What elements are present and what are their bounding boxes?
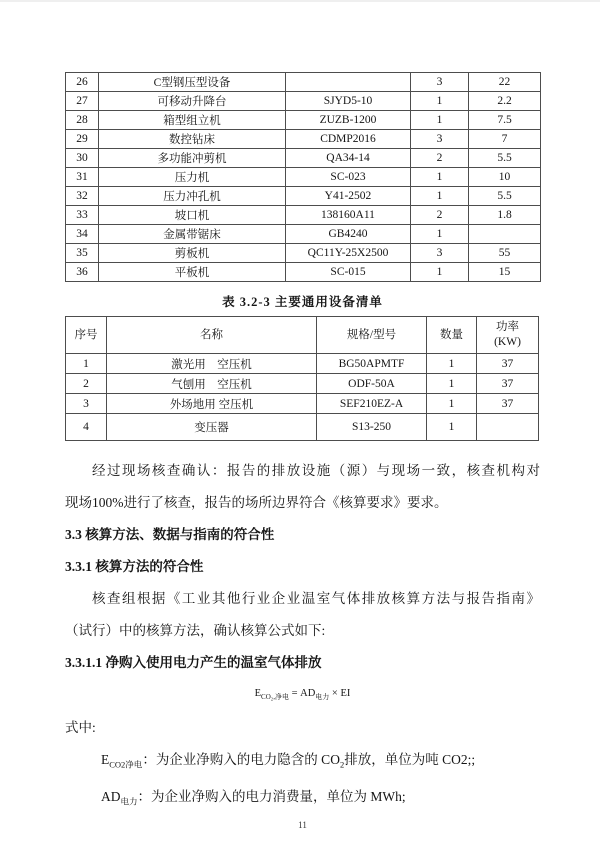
section-heading-3-3-1-1: 3.3.1.1 净购入使用电力产生的温室气体排放 — [65, 655, 322, 670]
general-equipment-table-body — [66, 354, 539, 441]
table-cell-name: 压力机 — [99, 168, 286, 187]
table-cell-qty: 1 — [427, 414, 477, 441]
table-cell-no: 32 — [66, 187, 99, 206]
table-cell-qty: 1 — [411, 225, 469, 244]
table-row — [66, 374, 539, 394]
def-e-base: E — [101, 752, 110, 768]
table-cell-model: 138160A11 — [286, 206, 411, 225]
table-cell-model: SJYD5-10 — [286, 92, 411, 111]
body-text — [65, 455, 540, 831]
table-cell-qty: 1 — [411, 187, 469, 206]
page-number: 11 — [298, 820, 307, 831]
table-cell-power: 5.5 — [469, 149, 541, 168]
table-cell-model: SC-023 — [286, 168, 411, 187]
table-cell-qty: 3 — [411, 244, 469, 263]
equipment-table-body — [66, 73, 541, 282]
table-cell-name: 激光用 空压机 — [107, 354, 317, 374]
header-cell-model: 规格/型号 — [317, 317, 427, 354]
table-cell-name: 剪板机 — [99, 244, 286, 263]
table-cell-no: 29 — [66, 130, 99, 149]
formula-times-sign: × — [329, 688, 341, 699]
table-cell-name: 坡口机 — [99, 206, 286, 225]
header-cell-qty: 数量 — [427, 317, 477, 354]
table-cell-model: Y41-2502 — [286, 187, 411, 206]
definition-ad-power — [65, 781, 540, 818]
def-ad-base: AD — [101, 788, 121, 804]
header-cell-power — [477, 317, 539, 354]
table-cell-power: 2.2 — [469, 92, 541, 111]
general-equipment-table-head — [66, 317, 539, 354]
table-row — [66, 263, 541, 282]
paragraph-line: 现场100%进行了核查，报告的场所边界符合《核算要求》要求。 — [65, 495, 448, 510]
table-row — [66, 354, 539, 374]
table-cell-name: 多功能冲剪机 — [99, 149, 286, 168]
table-cell-name: 箱型组立机 — [99, 111, 286, 130]
table-cell-name: 平板机 — [99, 263, 286, 282]
table-3-2-3-title: 表 3.2-3 主要通用设备清单 — [222, 295, 383, 309]
table-cell-qty: 2 — [411, 149, 469, 168]
table-cell-no: 3 — [66, 394, 107, 414]
table-cell-power: 15 — [469, 263, 541, 282]
table-cell-qty: 2 — [411, 206, 469, 225]
table-cell-model: S13-250 — [317, 414, 427, 441]
def-ad-text: 为企业净购入的电力消费量，单位为 MWh; — [151, 788, 406, 804]
table-row — [66, 206, 541, 225]
table-cell-no: 26 — [66, 73, 99, 92]
table-row — [66, 414, 539, 441]
table-cell-model: SC-015 — [286, 263, 411, 282]
table-cell-model: ODF-50A — [317, 374, 427, 394]
general-equipment-table — [65, 316, 539, 441]
table-cell-power: 37 — [477, 374, 539, 394]
table-cell-no: 27 — [66, 92, 99, 111]
def-e-text-end: 排放，单位为吨 CO2;; — [344, 752, 476, 768]
formula-equals-sign: = — [288, 688, 301, 699]
definitions-intro: 式中: — [65, 720, 96, 736]
table-cell-name: 金属带锯床 — [99, 225, 286, 244]
table-cell-model: ZUZB-1200 — [286, 111, 411, 130]
table-cell-no: 2 — [66, 374, 107, 394]
formula-ei-term: EI — [340, 688, 351, 699]
equipment-table-continued — [65, 72, 541, 282]
paragraph-line: （试行）中的核算方法，确认核算公式如下: — [65, 623, 326, 638]
table-cell-name: 变压器 — [107, 414, 317, 441]
table-row — [66, 130, 541, 149]
table-row — [66, 168, 541, 187]
table-cell-power: 5.5 — [469, 187, 541, 206]
table-cell-no: 35 — [66, 244, 99, 263]
table-cell-power: 10 — [469, 168, 541, 187]
table-cell-name: 外场地用 空压机 — [107, 394, 317, 414]
table-cell-no: 36 — [66, 263, 99, 282]
table-cell-qty: 1 — [411, 168, 469, 187]
table-row — [66, 111, 541, 130]
table-cell-qty: 1 — [427, 374, 477, 394]
table-cell-qty: 3 — [411, 130, 469, 149]
table-cell-model: GB4240 — [286, 225, 411, 244]
definition-e-co2 — [65, 744, 540, 781]
header-cell-no: 序号 — [66, 317, 107, 354]
formula-ad-base: AD — [300, 688, 316, 699]
table-row — [66, 73, 541, 92]
formula-ad-subscript: 电力 — [315, 693, 330, 702]
paragraph-line: 经过现场核查确认：报告的排放设施（源）与现场一致，核查机构对 — [92, 463, 540, 478]
formula-e-subscript: CO₂,净电 — [261, 693, 289, 702]
table-row — [66, 92, 541, 111]
table-cell-power — [477, 414, 539, 441]
document-page — [0, 2, 600, 831]
table-row — [66, 225, 541, 244]
table-cell-qty: 1 — [411, 263, 469, 282]
table-cell-model: QA34-14 — [286, 149, 411, 168]
table-cell-model: SEF210EZ-A — [317, 394, 427, 414]
table-cell-model: CDMP2016 — [286, 130, 411, 149]
site-verification-paragraph — [65, 455, 540, 519]
table-cell-power: 22 — [469, 73, 541, 92]
table-cell-no: 34 — [66, 225, 99, 244]
table-cell-model — [286, 73, 411, 92]
table-cell-qty: 1 — [427, 354, 477, 374]
formula-e-base: E — [254, 688, 262, 699]
table-cell-name: 压力冲孔机 — [99, 187, 286, 206]
table-cell-no: 33 — [66, 206, 99, 225]
table-cell-model: BG50APMTF — [317, 354, 427, 374]
table-cell-qty: 1 — [411, 111, 469, 130]
table-cell-name: 数控钻床 — [99, 130, 286, 149]
table-cell-no: 31 — [66, 168, 99, 187]
header-power-line1: 功率 — [496, 321, 519, 333]
table-cell-power: 1.8 — [469, 206, 541, 225]
paragraph-line: 核查组根据《工业其他行业企业温室气体排放核算方法与报告指南》 — [92, 591, 540, 606]
table-cell-no: 1 — [66, 354, 107, 374]
def-co2-subscript: 2 — [339, 759, 345, 770]
table-cell-power: 37 — [477, 394, 539, 414]
table-row — [66, 149, 541, 168]
section-heading-3-3-1: 3.3.1 核算方法的符合性 — [65, 559, 204, 574]
formula-definitions — [65, 712, 540, 817]
table-cell-power: 7 — [469, 130, 541, 149]
methodology-paragraph — [65, 583, 540, 647]
def-e-subscript: CO2净电 — [109, 759, 143, 770]
table-cell-qty: 1 — [427, 394, 477, 414]
section-heading-3-3: 3.3 核算方法、数据与指南的符合性 — [65, 527, 275, 542]
table-row — [66, 394, 539, 414]
table-cell-no: 30 — [66, 149, 99, 168]
table-cell-model: QC11Y-25X2500 — [286, 244, 411, 263]
table-cell-power — [469, 225, 541, 244]
header-power-line2: (KW) — [494, 336, 521, 348]
def-ad-subscript: 电力 — [120, 796, 138, 807]
table-cell-name: 气刨用 空压机 — [107, 374, 317, 394]
table-cell-name: C型钢压型设备 — [99, 73, 286, 92]
table-row — [66, 244, 541, 263]
header-cell-name: 名称 — [107, 317, 317, 354]
table-cell-no: 28 — [66, 111, 99, 130]
def-e-text: 为企业净购入的电力隐含的 CO — [155, 752, 340, 768]
table-cell-name: 可移动升降台 — [99, 92, 286, 111]
table-cell-power: 55 — [469, 244, 541, 263]
table-cell-no: 4 — [66, 414, 107, 441]
table-row — [66, 187, 541, 206]
table-header-row — [66, 317, 539, 354]
table-cell-power: 37 — [477, 354, 539, 374]
table-cell-power: 7.5 — [469, 111, 541, 130]
def-ad-colon: ： — [137, 788, 152, 804]
def-e-colon: ： — [142, 752, 156, 768]
table-cell-qty: 3 — [411, 73, 469, 92]
table-cell-qty: 1 — [411, 92, 469, 111]
emission-formula — [65, 679, 540, 712]
